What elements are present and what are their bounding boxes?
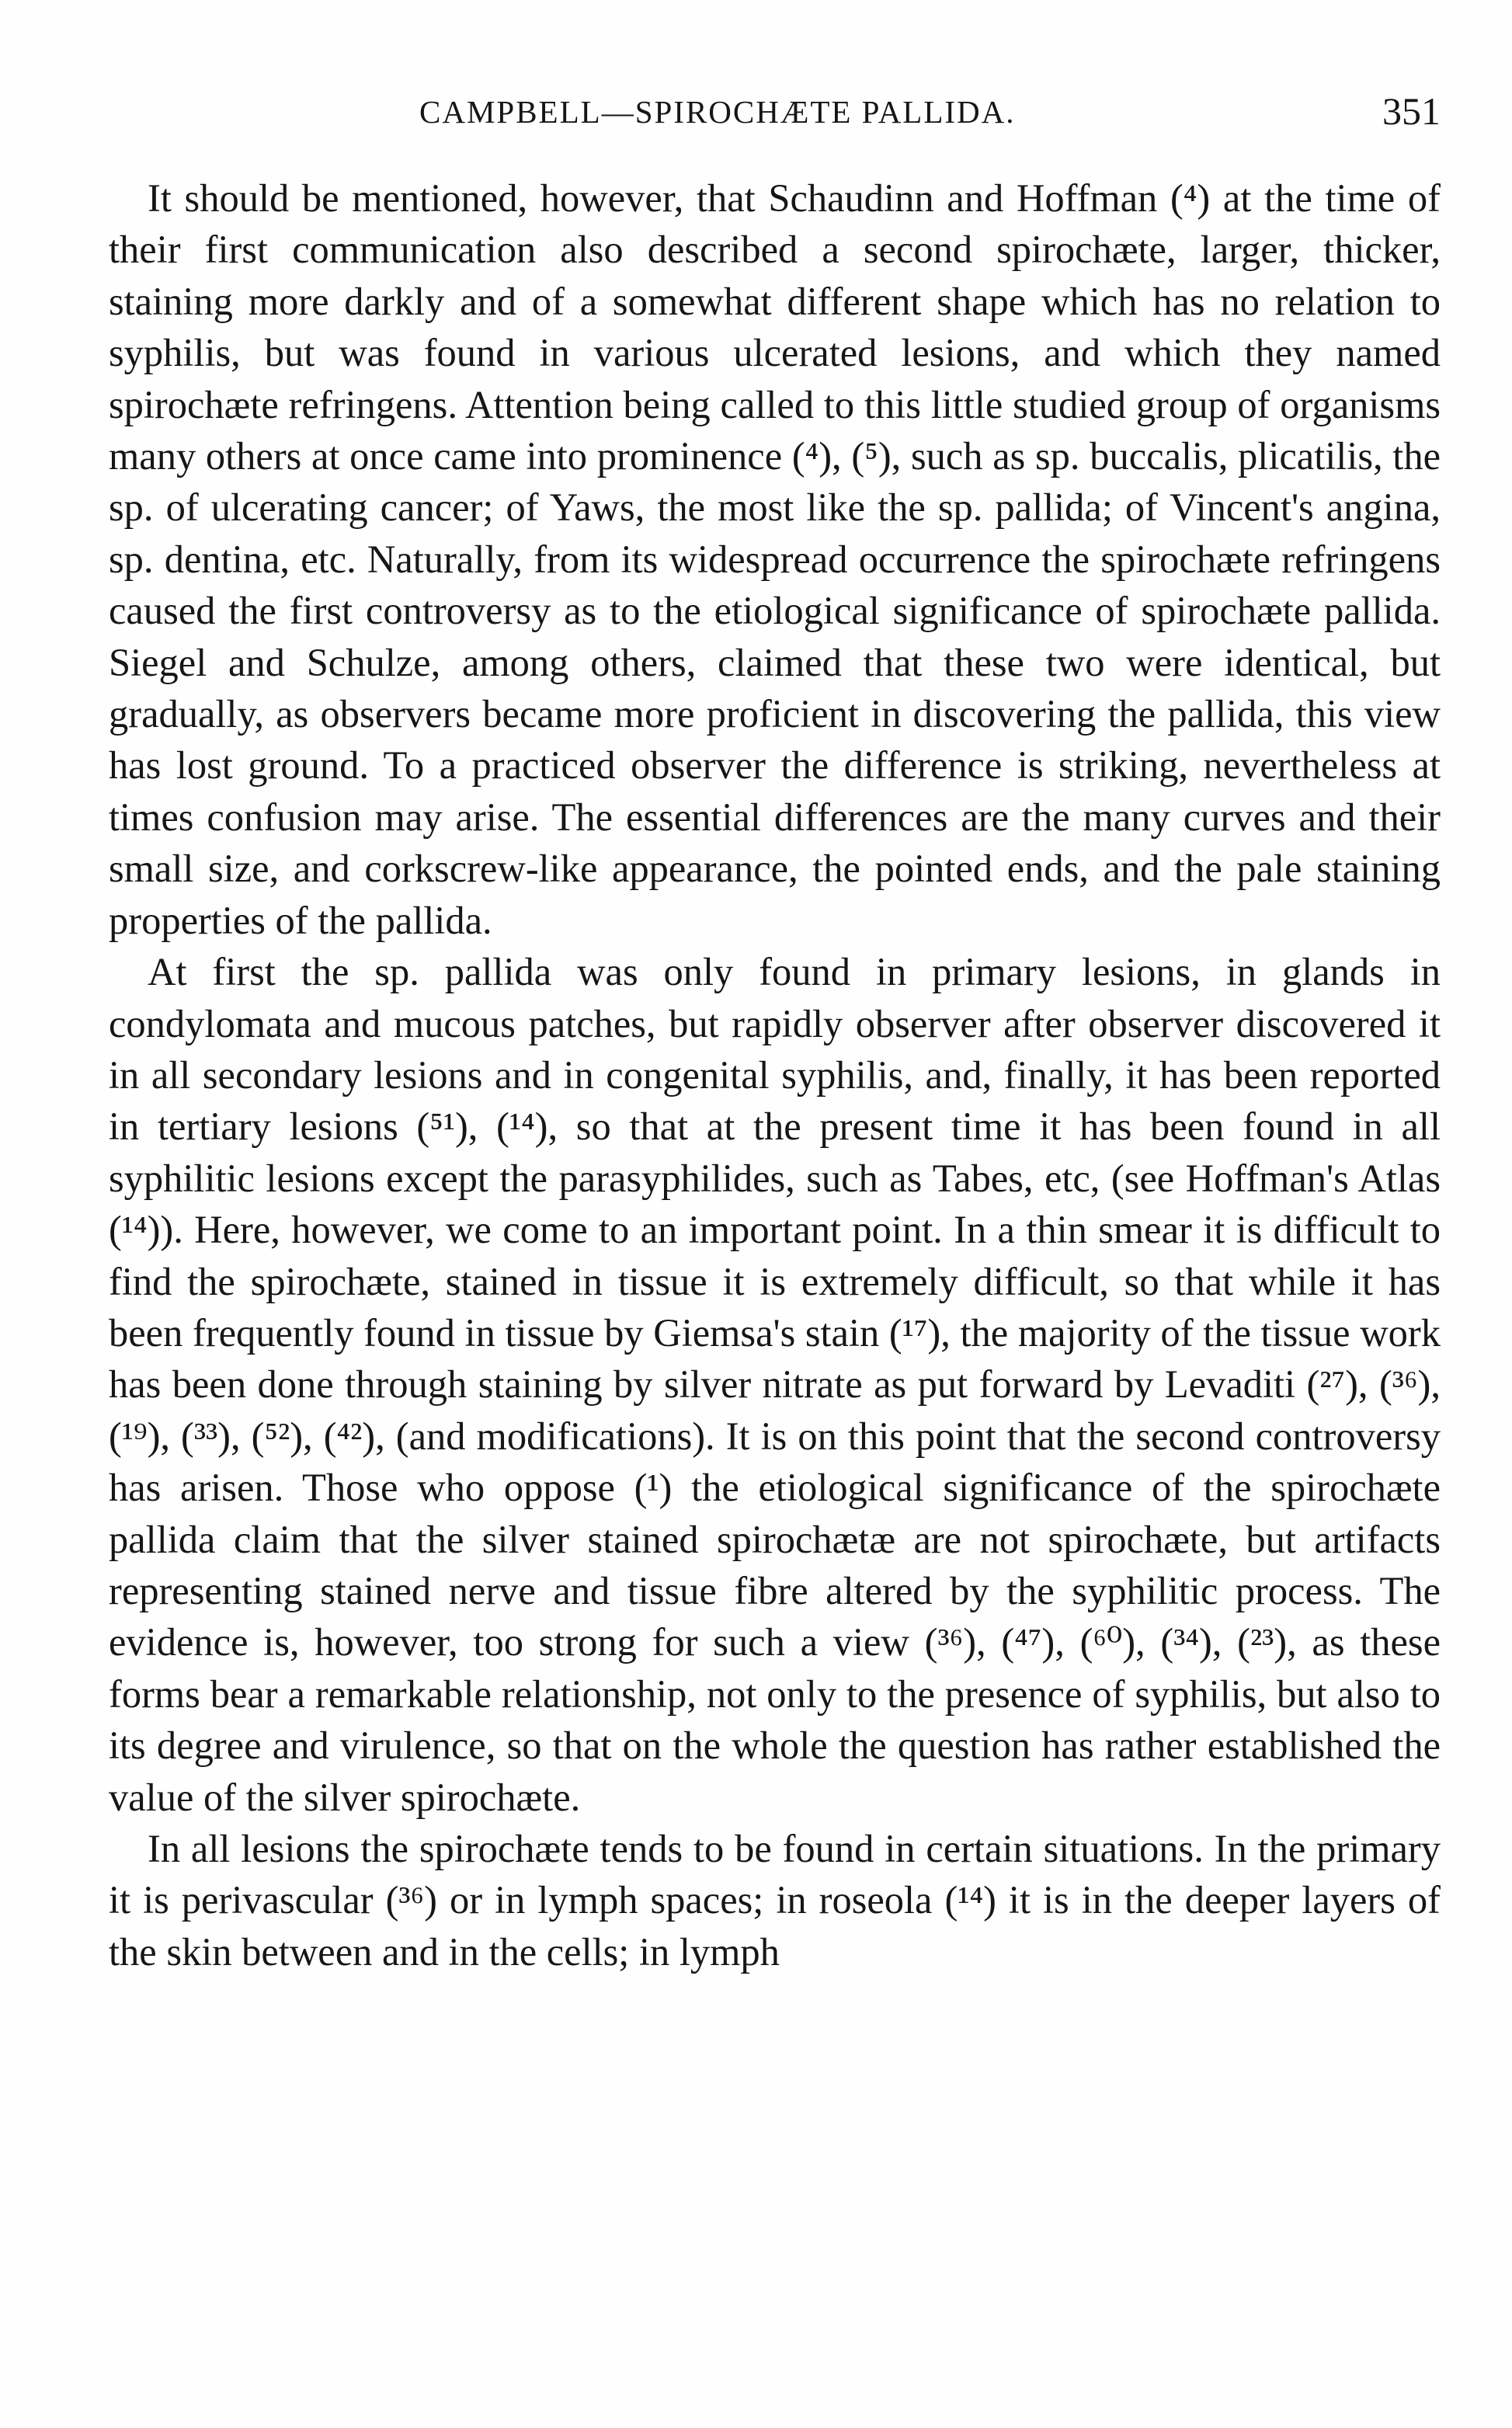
paragraph-2: At first the sp. pallida was only found in primary lesions, in glands in condylomata and mucous patches, but rapidly observer after observer discovered it in all secondary lesions and in congenital syphilis, and, finally, it has been reported in tertiary lesions (⁵¹), (¹⁴), so that at the present time it has been found in all syphilitic lesions except the parasyphilides, such as Tabes, etc, (see Hoffman's Atlas (¹⁴)). Here, however, we come to an important point. In a thin smear it is difficult to find the spirochæte, stained in tissue it is extremely difficult, so that while it has been frequently found in tissue by Giemsa's stain (¹⁷), the majority of the tissue work has been done through staining by silver nitrate as put forward by Levaditi (²⁷), (³⁶), (¹⁹), (³³), (⁵²), (⁴²), (and modifications). It is on this point that the second controversy has arisen. Those who oppose (¹) the etiological significance of the spirochæte pallida claim that the silver stained spirochætæ are not spirochæte, but artifacts representing stained nerve and tissue fibre altered by the syphilitic process. The evidence is, however, too strong for such a view (³⁶), (⁴⁷), (⁶⁰), (³⁴), (²³), as these forms bear a remarkable relationship, not only to the presence of syphilis, but also to its degree and virulence, so that on the whole the question has rather established the value of the silver spirochæte. — [109, 950, 1441, 1819]
body-text — [109, 172, 1441, 1978]
paragraph-1: It should be mentioned, however, that Schaudinn and Hoffman (⁴) at the time of their first communication also described a second spirochæte, larger, thicker, staining more darkly and of a somewhat different shape which has no relation to syphilis, but was found in various ulcerated lesions, and which they named spirochæte refringens. Attention being called to this little studied group of organisms many others at once came into prominence (⁴), (⁵), such as sp. buccalis, plicatilis, the sp. of ulcerating cancer; of Yaws, the most like the sp. pallida; of Vincent's angina, sp. dentina, etc. Naturally, from its widespread occurrence the spirochæte refringens caused the first controversy as to the etiological significance of spirochæte pallida. Siegel and Schulze, among others, claimed that these two were identical, but gradually, as observers became more proficient in discovering the pallida, this view has lost ground. To a practiced observer the difference is striking, nevertheless at times confusion may arise. The essential differences are the many curves and their small size, and corkscrew-like appearance, the pointed ends, and the pale staining properties of the pallida. — [109, 176, 1441, 942]
running-title: CAMPBELL—SPIROCHÆTE PALLIDA. — [419, 94, 1016, 130]
running-head — [109, 89, 1441, 148]
page-number: 351 — [1382, 89, 1441, 133]
paragraph-3: In all lesions the spirochæte tends to be found in certain situations. In the primary it is perivascular (³⁶) or in lymph spaces; in roseola (¹⁴) it is in the deeper layers of the skin between and in the cells; in lymph — [109, 1827, 1441, 1974]
